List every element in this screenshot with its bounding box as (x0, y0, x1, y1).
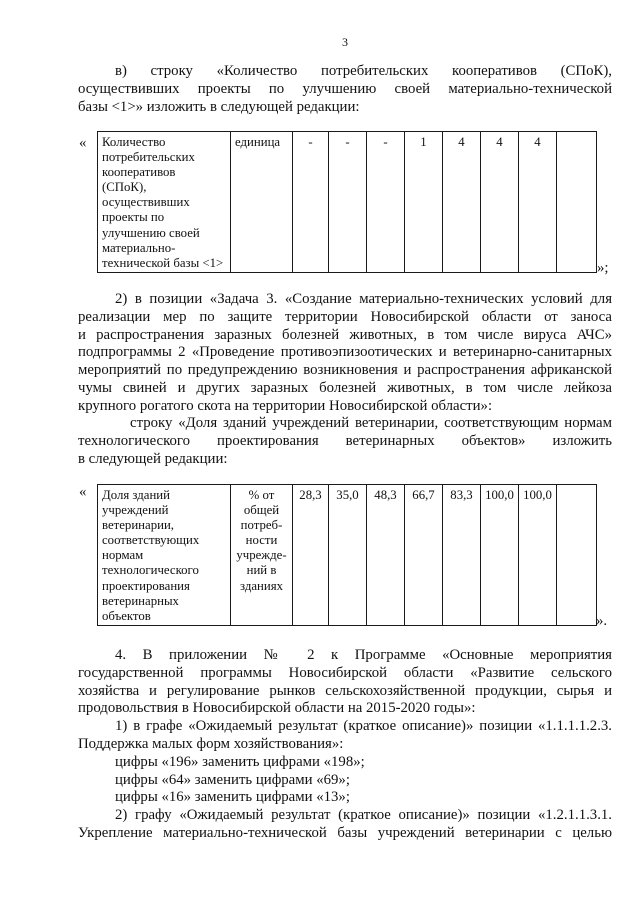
value-cell: - (367, 132, 405, 273)
value-cell: 4 (481, 132, 519, 273)
indicator-cell (98, 485, 231, 626)
text-line: чумы свиней и других заразных болезней животных, в том числе лейкоза (78, 379, 612, 396)
text-line: 2) графу «Ожидаемый результат (краткое описание)» позиции «1.2.1.1.3.1. (115, 807, 612, 824)
value-cell: 1 (405, 132, 443, 273)
text-line: крупного рогатого скота на территории Новосибирской области»: (78, 397, 493, 414)
item-2-row-paragraph (78, 415, 612, 468)
cell-line: зданиях (240, 578, 283, 593)
value-cell: 4 (443, 132, 481, 273)
empty-cell (557, 485, 597, 626)
value-cell: - (293, 132, 329, 273)
cell-line: потребительских (102, 150, 195, 165)
value-cell: 35,0 (329, 485, 367, 626)
table-2-open-quote: « (79, 484, 87, 500)
cell-line: потреб- (240, 518, 283, 533)
value-cell: 4 (519, 132, 557, 273)
cell-line: нормам (102, 548, 144, 563)
value-cell: 100,0 (481, 485, 519, 626)
text-line: технологического проектирования ветеринарных объектов» изложить (78, 432, 612, 449)
value-cell: - (329, 132, 367, 273)
cell-line: материально- (102, 240, 176, 255)
table-row (98, 485, 597, 626)
text-line: Укрепление материально-технической базы учреждений ветеринарии с целью (78, 824, 612, 841)
text-line: цифры «64» заменить цифрами «69»; (115, 771, 350, 788)
cell-line: ности (245, 533, 278, 548)
text-line: подпрограммы 2 «Проведение противоэпизоотических и ветеринарно-санитарных (78, 344, 612, 361)
cell-line: соответствующих (102, 533, 200, 548)
cell-line: общей (243, 503, 280, 518)
table-2 (97, 484, 597, 626)
indicator-cell (98, 132, 231, 273)
text-line: строку «Доля зданий учреждений ветеринарии, соответствующим нормам (130, 415, 612, 431)
cell-line: осуществивших (102, 195, 190, 210)
section-4 (78, 647, 612, 843)
cell-line: единица (235, 135, 281, 149)
cell-line: кооперативов (102, 165, 176, 180)
text-line: реализации мер по защите территории Новосибирской области от заноса (78, 308, 612, 325)
text-line: Поддержка малых форм хозяйствования»: (78, 735, 344, 752)
table-1-close-quote: »; (597, 260, 609, 276)
cell-line: Количество (102, 135, 166, 149)
cell-line: технологического (102, 563, 199, 578)
text-line: 1) в графе «Ожидаемый результат (краткое описание)» позиции «1.1.1.1.2.3. (115, 718, 612, 735)
text-line: цифры «196» заменить цифрами «198»; (115, 753, 365, 770)
cell-line: технической базы <1> (102, 255, 224, 270)
text-line: 4. В приложении № 2 к Программе «Основные мероприятия (115, 647, 612, 663)
cell-line: % от (248, 488, 275, 502)
cell-line: Доля зданий (102, 488, 170, 502)
text-line: базы <1>» изложить в следующей редакции: (78, 98, 360, 115)
value-cell: 100,0 (519, 485, 557, 626)
text-line: в) строку «Количество потребительских кооперативов (СПоК), (115, 63, 612, 79)
cell-line: проекты по (102, 210, 165, 225)
text-line: цифры «16» заменить цифрами «13»; (115, 789, 350, 806)
value-cell: 83,3 (443, 485, 481, 626)
unit-cell (231, 485, 293, 626)
table-1 (97, 131, 597, 273)
cell-line: учрежде- (236, 548, 287, 563)
table-1-open-quote: « (79, 135, 87, 151)
empty-cell (557, 132, 597, 273)
cell-line: ний в (246, 563, 277, 578)
value-cell: 28,3 (293, 485, 329, 626)
text-line: 2) в позиции «Задача 3. «Создание материально-технических условий для (115, 291, 612, 307)
cell-line: объектов (102, 608, 151, 623)
text-line: хозяйства и регулирование рынков сельскохозяйственной продукции, сырья и (78, 682, 612, 699)
cell-line: проектирования (102, 578, 190, 593)
item-2-paragraph (78, 291, 612, 416)
text-line: в следующей редакции: (78, 450, 228, 467)
text-line: мероприятий по предупреждению возникновения и распространения африканской (78, 362, 612, 379)
table-row (98, 132, 597, 273)
cell-line: улучшению своей (102, 225, 200, 240)
cell-line: ветеринарии, (102, 518, 174, 533)
text-line: осуществивших проекты по улучшению своей материально-технической (78, 80, 612, 97)
text-line: продовольствия в Новосибирской области на 2015-2020 годы»: (78, 700, 476, 717)
value-cell: 48,3 (367, 485, 405, 626)
item-v-paragraph (78, 63, 612, 116)
text-line: государственной программы Новосибирской области «Развитие сельского (78, 664, 612, 681)
value-cell: 66,7 (405, 485, 443, 626)
unit-cell (231, 132, 293, 273)
text-line: и распространения заразных болезней животных, в том числе вируса АЧС» (78, 326, 612, 343)
cell-line: ветеринарных (102, 593, 179, 608)
cell-line: (СПоК), (102, 180, 147, 195)
page-number: 3 (342, 35, 348, 49)
table-2-close-quote: ». (596, 613, 608, 629)
cell-line: учреждений (102, 503, 169, 518)
